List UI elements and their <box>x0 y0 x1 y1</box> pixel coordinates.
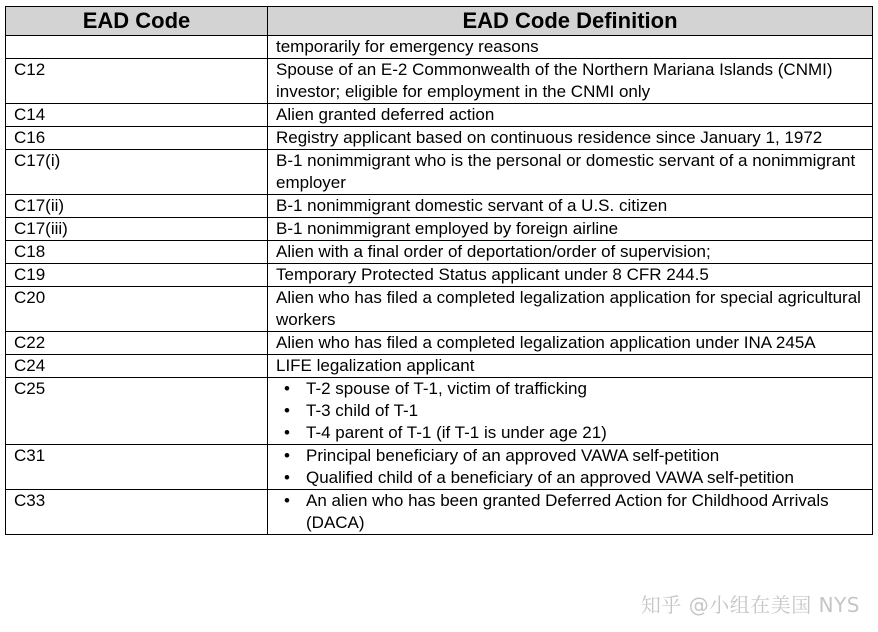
bullet-icon: • <box>284 401 290 420</box>
table-row <box>6 195 873 218</box>
header-ead-code-definition: EAD Code Definition <box>268 7 873 36</box>
code-cell: C33 <box>6 490 268 535</box>
table-row <box>6 264 873 287</box>
table-row <box>6 127 873 150</box>
code-cell: C17(ii) <box>6 195 268 218</box>
bullet-list <box>276 490 866 534</box>
definition-cell: B-1 nonimmigrant who is the personal or domestic servant of a nonimmigrant employer <box>268 150 873 195</box>
bullet-icon: • <box>284 446 290 465</box>
bullet-icon: • <box>284 379 290 398</box>
bullet-icon: • <box>284 423 290 442</box>
bullet-list <box>276 378 866 444</box>
table-row <box>6 332 873 355</box>
definition-cell <box>268 378 873 445</box>
code-cell: C17(i) <box>6 150 268 195</box>
code-cell: C25 <box>6 378 268 445</box>
table-row <box>6 150 873 195</box>
table-row <box>6 218 873 241</box>
table-row <box>6 355 873 378</box>
definition-cell: B-1 nonimmigrant domestic servant of a U.S. citizen <box>268 195 873 218</box>
code-cell: C14 <box>6 104 268 127</box>
list-item: • An alien who has been granted Deferred Action for Childhood Arrivals (DACA) <box>276 490 866 534</box>
header-ead-code: EAD Code <box>6 7 268 36</box>
definition-cell: LIFE legalization applicant <box>268 355 873 378</box>
code-cell: C20 <box>6 287 268 332</box>
table-row <box>6 59 873 104</box>
definition-cell: B-1 nonimmigrant employed by foreign airline <box>268 218 873 241</box>
bullet-icon: • <box>284 491 290 510</box>
list-item: • T-2 spouse of T-1, victim of trafficking <box>276 378 866 400</box>
definition-cell: Alien who has filed a completed legalization application for special agricultural workers <box>268 287 873 332</box>
code-cell: C31 <box>6 445 268 490</box>
header-row <box>6 7 873 36</box>
code-cell: C18 <box>6 241 268 264</box>
definition-cell <box>268 445 873 490</box>
table-row <box>6 445 873 490</box>
code-cell: C16 <box>6 127 268 150</box>
code-cell: C24 <box>6 355 268 378</box>
table-row <box>6 490 873 535</box>
list-item: • Principal beneficiary of an approved VAWA self-petition <box>276 445 866 467</box>
code-cell: C19 <box>6 264 268 287</box>
code-cell: C17(iii) <box>6 218 268 241</box>
definition-cell: Alien who has filed a completed legalization application under INA 245A <box>268 332 873 355</box>
ead-code-table <box>5 6 873 535</box>
table-row <box>6 36 873 59</box>
definition-cell <box>268 490 873 535</box>
table-row <box>6 104 873 127</box>
bullet-list <box>276 445 866 489</box>
table-row <box>6 378 873 445</box>
table-row <box>6 287 873 332</box>
definition-cell: Alien granted deferred action <box>268 104 873 127</box>
definition-cell: Spouse of an E-2 Commonwealth of the Northern Mariana Islands (CNMI) investor; eligible for employment in the CNMI only <box>268 59 873 104</box>
bullet-icon: • <box>284 468 290 487</box>
definition-cell: temporarily for emergency reasons <box>268 36 873 59</box>
code-cell: C12 <box>6 59 268 104</box>
table-row <box>6 241 873 264</box>
code-cell: C22 <box>6 332 268 355</box>
list-item: • Qualified child of a beneficiary of an approved VAWA self-petition <box>276 467 866 489</box>
list-item: • T-3 child of T-1 <box>276 400 866 422</box>
definition-cell: Registry applicant based on continuous residence since January 1, 1972 <box>268 127 873 150</box>
code-cell <box>6 36 268 59</box>
watermark: 知乎 @小组在美国 NYS <box>640 593 860 617</box>
list-item: • T-4 parent of T-1 (if T-1 is under age 21) <box>276 422 866 444</box>
definition-cell: Temporary Protected Status applicant under 8 CFR 244.5 <box>268 264 873 287</box>
definition-cell: Alien with a final order of deportation/order of supervision; <box>268 241 873 264</box>
